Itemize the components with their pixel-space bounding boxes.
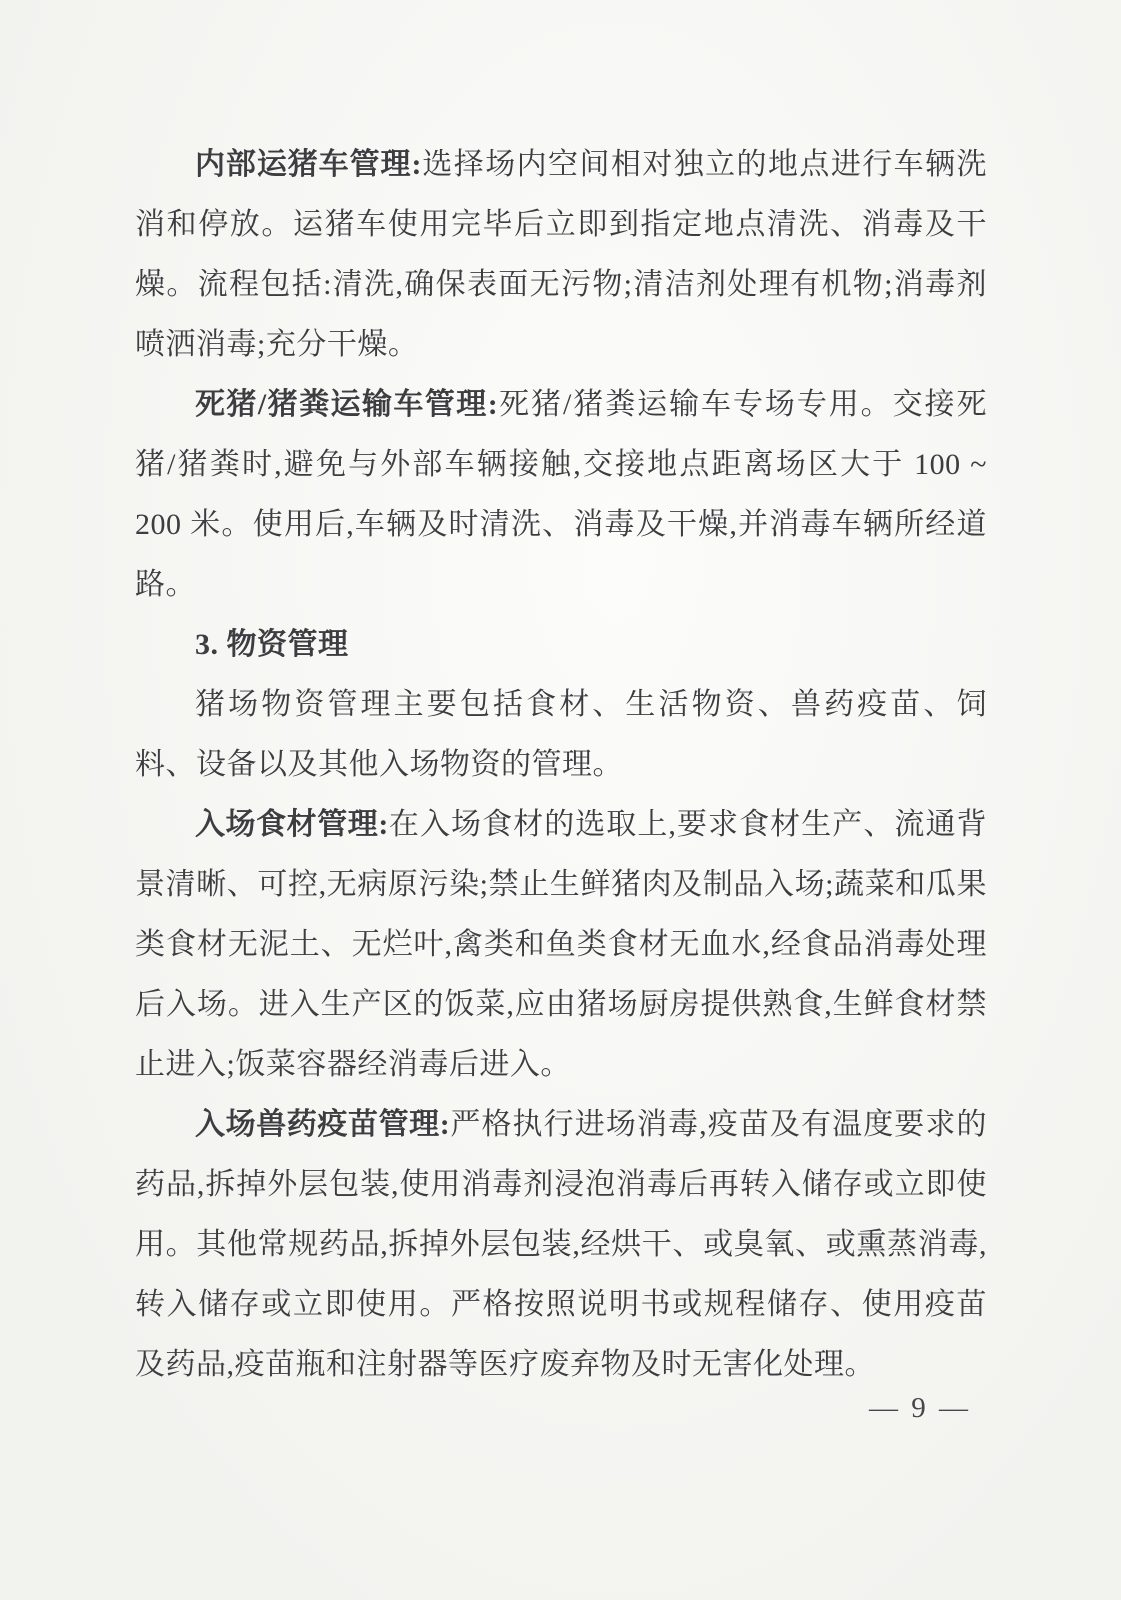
paragraph-body: 严格执行进场消毒,疫苗及有温度要求的药品,拆掉外层包装,使用消毒剂浸泡消毒后再转入储存或立即使用。其他常规药品,拆掉外层包装,经烘干、或臭氧、或熏蒸消毒,转入储存或立即使用。严格按照说明书或规程储存、使用疫苗及药品,疫苗瓶和注射器等医疗废弃物及时无害化处理。 [135, 1108, 987, 1381]
paragraph-lead: 入场兽药疫苗管理: [195, 1108, 450, 1141]
page-number: — 9 — [869, 1392, 971, 1424]
paragraph-internal-pig-truck-management [135, 135, 987, 375]
paragraph-lead: 死猪/猪粪运输车管理: [195, 388, 498, 421]
paragraph-body: 死猪/猪粪运输车专场专用。交接死猪/猪粪时,避免与外部车辆接触,交接地点距离场区大于 100 ~ 200 米。使用后,车辆及时清洗、消毒及干燥,并消毒车辆所经道路。 [135, 388, 987, 601]
paragraph-food-entry-management [135, 795, 987, 1095]
paragraph-body: 选择场内空间相对独立的地点进行车辆洗消和停放。运猪车使用完毕后立即到指定地点清洗、消毒及干燥。流程包括:清洗,确保表面无污物;清洁剂处理有机物;消毒剂喷洒消毒;充分干燥。 [135, 148, 987, 361]
paragraph-supplies-overview [135, 675, 987, 795]
paragraph-dead-pig-manure-truck-management [135, 375, 987, 615]
paragraph-body: 在入场食材的选取上,要求食材生产、流通背景清晰、可控,无病原污染;禁止生鲜猪肉及制品入场;蔬菜和瓜果类食材无泥土、无烂叶,禽类和鱼类食材无血水,经食品消毒处理后入场。进入生产区的饭菜,应由猪场厨房提供熟食,生鲜食材禁止进入;饭菜容器经消毒后进入。 [135, 808, 987, 1081]
paragraph-body: 猪场物资管理主要包括食材、生活物资、兽药疫苗、饲料、设备以及其他入场物资的管理。 [135, 688, 987, 781]
paragraph-vet-drug-vaccine-management [135, 1095, 987, 1395]
heading-supplies-management: 3. 物资管理 [195, 628, 349, 661]
paragraph-lead: 内部运猪车管理: [195, 148, 422, 181]
paragraph-lead: 入场食材管理: [195, 808, 389, 841]
text-block [135, 135, 987, 1395]
